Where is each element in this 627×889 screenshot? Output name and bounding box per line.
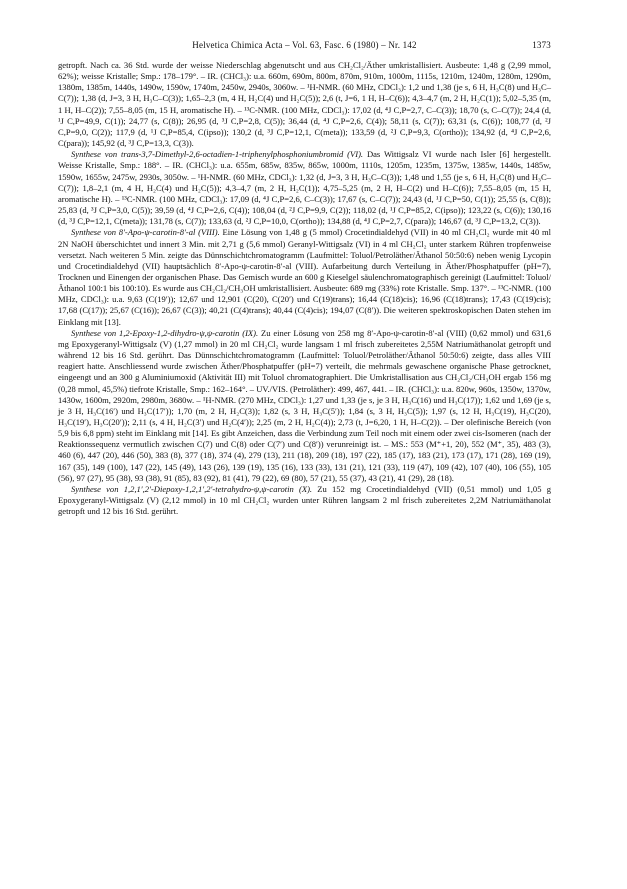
synthesis-heading: Synthese von 1,2-Epoxy-1,2-dihydro-ψ,ψ-carotin (IX).	[71, 327, 259, 338]
running-header	[58, 40, 551, 56]
page-number: 1373	[532, 40, 551, 50]
synthesis-heading: Synthese von 8′-Apo-ψ-carotin-8′-al (VIII).	[71, 227, 220, 238]
paragraph-synthesis-viii	[58, 227, 551, 327]
journal-title: Helvetica Chimica Acta – Vol. 63, Fasc. 6 (1980) – Nr. 142	[192, 40, 417, 50]
paragraph-text: Eine Lösung von 1,48 g (5 mmol) Crocetindialdehyd (VII) in 40 ml CH₂Cl₂ wurde mit 40 ml 2N NaOH überschichtet und innert 3 Min. mit 2,71 g (5,6 mmol) Geranyl-Wittigsalz (VI) in 4 ml CH₂Cl₂ unter starkem Rühren tropfenweise versetzt. Nach weiteren 5 Min. zeigte das Dünnschichtchromatogramm (Laufmittel: Toluol/Petroläther/Äthanol 50:50:6) neben wenig Lycopin und Crocetindialdehyd (VII) hauptsächlich 8′-Apo-ψ-carotin-8′-al (VIII). Aufarbeitung durch Verteilung in Äther/Phosphatpuffer (pH=7), Trocknen und Einengen der organischen Phase. Das Gemisch wurde an 600 g Kieselgel säulenchromatographisch gereinigt (Laufmittel: Toluol/Äthanol 100:1 bis 100:10). Es wurde aus CH₂Cl₂/CH₃OH umkristallisiert. Ausbeute: 689 mg (33%) rote Kristalle. Smp. 137°. – ¹³C-NMR. (100 MHz, CDCl₃): u.a. 9,63 (C(19′)); 12,67 und 12,901 (C(20), C(20′) und C(19)trans); 16,44 (C(18)cis); 16,96 (C(18)trans); 17,43 (C(19)cis); 17,68 (C(17)); 25,67 (C(16)); 26,67 (C(3)); 40,21 (C(4)trans); 40,44 (C(4)cis); 194,07 (C(8′)). Die weiteren spektroskopischen Daten stehen im Einklang mit [13].	[58, 227, 551, 327]
paragraph-synthesis-vi	[58, 149, 551, 227]
paragraph-text: Zu 152 mg Crocetindialdehyd (VII) (0,51 mmol) und 1,05 g Epoxygeranyl-Wittigsalz (V) (2,12 mmol) in 10 ml CH₂Cl₂ wurden unter Rühren langsam 2 ml frisch zubereitetes 2,2M Natriumäthanolat getropft und 12 bis 16 Std. gerührt.	[58, 483, 551, 517]
paragraph-continuation	[58, 60, 551, 149]
synthesis-heading: Synthese von 1,2,1′,2′-Diepoxy-1,2,1′,2′-tetrahydro-ψ,ψ-carotin (X).	[71, 483, 313, 494]
paragraph-text: Zu einer Lösung von 258 mg 8′-Apo-ψ-carotin-8′-al (VIII) (0,62 mmol) und 631,6 mg Epoxygeranyl-Wittigsalz (V) (1,27 mmol) in 20 ml CH₂Cl₂ wurde langsam 1 ml frisch zubereitetes 2,55M Natriumäthanolat getropft und während 12 bis 16 Std. gerührt. Das Dünnschichtchromatogramm (Laufmittel: Toluol/Petroläther/Äthanol 50:50:6) zeigte, dass alles VIII reagiert hatte. Anschliessend wurde zwischen Äther/Phosphatpuffer (pH=7) verteilt, die mehrmals gewaschene organische Phase getrocknet, eingeengt und an 300 g Aluminiumoxid (Aktivität III) mit Toluol chromatographiert. Die Umkristallisation aus CH₂Cl₂/CH₃OH ergab 156 mg (0,28 mmol, 45,5%) tiefrote Kristalle, Smp.: 162–164°. – UV./VIS. (Petroläther): 499, 467, 441. – IR. (CHCl₃): u.a. 820w, 960s, 1350w, 1370w, 1430w, 1600m, 2920m, 2980m, 3680w. – ¹H-NMR. (270 MHz, CDCl₃): 1,27 und 1,33 (je s, je 3 H, H₃C(16) und H₃C(17)); 1,62 und 1,69 (je s, je 3 H, H₃C(16′) und H₃C(17′)); 1,70 (m, 2 H, H₂C(3)); 1,82 (s, 3 H, H₃C(5′)); 1,84 (s, 3 H, H₃C(5)); 1,97 (s, 12 H, H₃C(19), H₃C(20), H₃C(19′), H₃C(20′)); 2,11 (s, 4 H, H₂C(3′) und H₂C(4′)); 2,25 (m, 2 H, H₂C(4)); 2,73 (t, J=6,20, 1 H, H–C(2)). – Der olefinische Bereich (von 5,9 bis 6,8 ppm) steht im Einklang mit [14]. Es gibt Anzeichen, dass die Verbindung zum Teil noch mit einem oder zwei cis-Isomeren (nach der Reaktionssequenz vermutlich zwischen C(7) und C(8) oder C(7′) und C(8′)) verunreinigt ist. – MS.: 553 (M⁺+1, 20), 552 (M⁺, 35), 483 (3), 460 (6), 447 (20), 446 (50), 383 (8), 377 (18), 374 (4), 279 (13), 211 (18), 209 (18), 197 (22), 185 (17), 183 (21), 173 (17), 171 (28), 169 (19), 167 (35), 149 (100), 147 (22), 145 (49), 143 (26), 139 (19), 135 (16), 133 (33), 131 (21), 121 (33), 119 (47), 109 (42), 107 (40), 106 (55), 105 (56), 97 (27), 95 (38), 93 (38), 91 (85), 83 (92), 81 (41), 79 (22), 69 (80), 57 (21), 55 (37), 43 (21), 41 (29), 28 (18).	[58, 327, 552, 483]
paragraph-text: getropft. Nach ca. 36 Std. wurde der weisse Niederschlag abgenutscht und aus CH₂Cl₂/Äther umkristallisiert. Ausbeute: 1,48 g (2,99 mmol, 62%); weisse Kristalle; Smp.: 178–179°. – IR. (CHCl₃): u.a. 660m, 690m, 800m, 870m, 910m, 1000m, 1115s, 1210m, 1240m, 1280m, 1290m, 1380m, 1385m, 1440s, 1490w, 1590w, 1740m, 2450w, 2940s, 3060w. – ¹H-NMR. (60 MHz, CDCl₃): 1,2 und 1,38 (je s, 6 H, H₃C(8) und H₃C–C(7)); 1,38 (d, J=3, 3 H, H₃C–C(3)); 1,65–2,3 (m, 4 H, H₂C(4) und H₂C(5)); 2,6 (t, J=6, 1 H, H–C(6)); 4,3–4,7 (m, 2 H, H₂C(1)); 5,02–5,35 (m, 1 H, H–C(2)); 7,55–8,05 (m, 15 H, aromatische H). – ¹³C-NMR. (100 MHz, CDCl₃): 17,02 (d, ⁴J C,P=2,7, C–C(3)); 18,70 (s, C–C(7)); 24,4 (d, ¹J C,P=49,9, C(1)); 24,77 (s, C(8)); 26,95 (d, ³J C,P=2,8, C(5)); 36,44 (d, ⁴J C,P=2,6, C(4)); 58,11 (s, C(7)); 63,31 (s, C(6)); 108,77 (d, ²J C,P=9,0, C(2)); 117,9 (d, ¹J C,P=85,4, C(ipso)); 130,2 (d, ³J C,P=12,1, C(meta)); 133,59 (d, ²J C,P=9,3, C(ortho)); 134,92 (d, ⁴J C,P=2,6, C(para)); 145,92 (d, ³J C,P=13,3, C(3)).	[58, 60, 551, 149]
paragraph-text: Das Wittigsalz VI wurde nach Isler [6] hergestellt. Weisse Kristalle, Smp.: 188°. – IR. (CHCl₃): u.a. 655m, 685w, 835w, 865w, 1000m, 1110s, 1205m, 1235m, 1375w, 1385w, 1440s, 1485w, 1590w, 1655w, 2475w, 2930s, 3050w. – ¹H-NMR. (60 MHz, CDCl₃): 1,32 (d, J=3, 3 H, H₃C–C(3)); 1,48 und 1,55 (je s, 6 H, H₃C(8) und H₃C–C(7)); 1,8–2,1 (m, 4 H, H₂C(4) und H₂C(5)); 4,3–4,7 (m, 2 H, H₂C(1)); 4,75–5,25 (m, 2 H, H–C(2) und H–C(6)); 7,55–8,05 (m, 15 H, aromatische H). – ¹³C-NMR. (100 MHz, CDCl₃): 17,09 (d, ⁴J C,P=2,6, C–C(3)); 17,67 (s, C–C(7)); 24,43 (d, ¹J C,P=50, C(1)); 25,55 (s, C(8)); 25,83 (d, ³J C,P=3,0, C(5)); 39,59 (d, ⁴J C,P=2,6, C(4)); 108,04 (d, ²J C,P=9,9, C(2)); 118,02 (d, ¹J C,P=85,2, C(ipso)); 123,22 (s, C(6)); 130,16 (d, ³J C,P=12,1, C(meta)); 131,78 (s, C(7)); 133,63 (d, ²J C,P=10,0, C(ortho)); 134,88 (d, ⁴J C,P=2,7, C(para)); 146,67 (d, ³J C,P=13,2, C(3)).	[58, 149, 551, 227]
article-body	[58, 60, 551, 517]
paragraph-synthesis-ix	[58, 328, 551, 484]
paragraph-synthesis-x	[58, 484, 551, 517]
synthesis-heading: Synthese von trans-3,7-Dimethyl-2,6-octadien-1-triphenylphosphoniumbromid (VI).	[71, 149, 364, 160]
